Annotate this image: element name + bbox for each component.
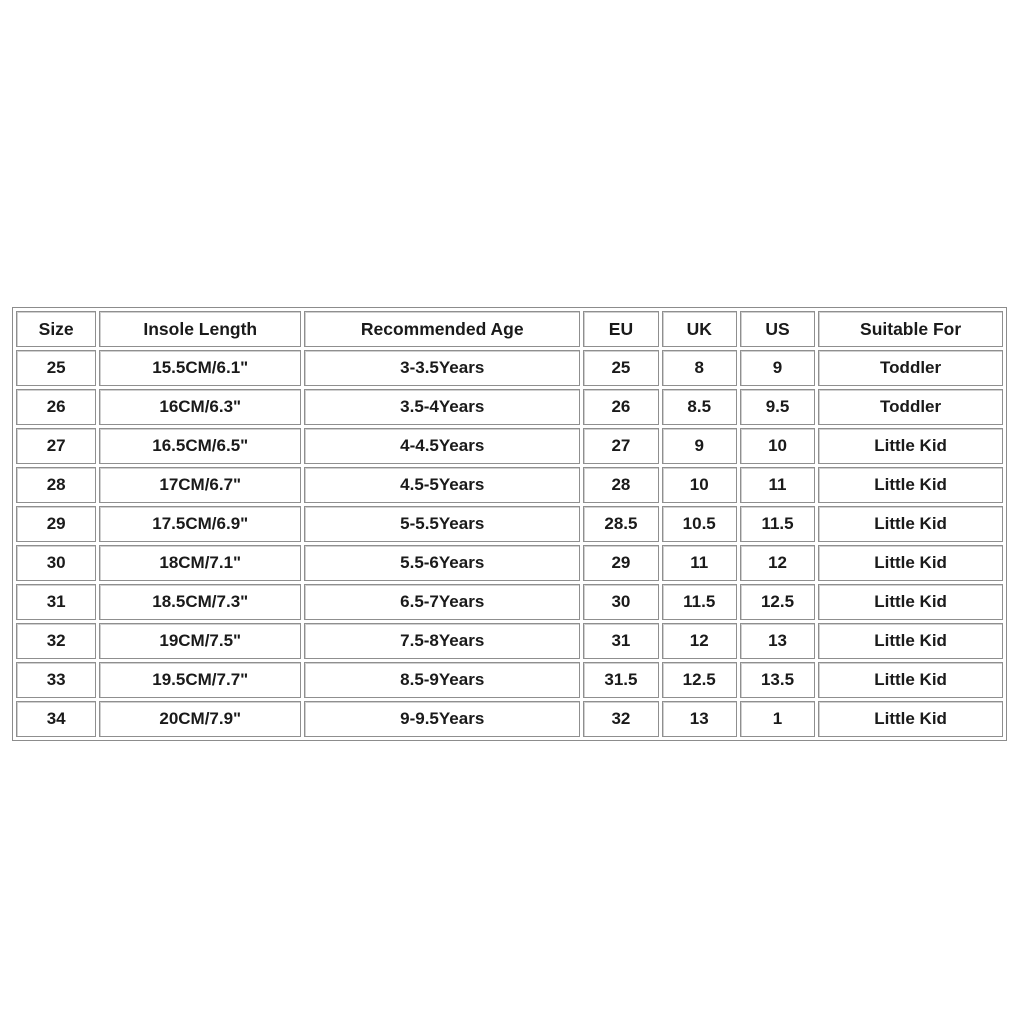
cell-uk: 12 <box>662 623 737 659</box>
cell-recommended-age: 5-5.5Years <box>304 506 580 542</box>
cell-insole-length: 17.5CM/6.9" <box>99 506 301 542</box>
cell-size: 30 <box>16 545 96 581</box>
cell-suitable-for: Little Kid <box>818 428 1003 464</box>
cell-us: 10 <box>740 428 815 464</box>
cell-us: 12 <box>740 545 815 581</box>
cell-eu: 31 <box>583 623 658 659</box>
cell-recommended-age: 4.5-5Years <box>304 467 580 503</box>
table-row <box>16 350 1003 386</box>
cell-suitable-for: Little Kid <box>818 467 1003 503</box>
cell-uk: 11 <box>662 545 737 581</box>
cell-us: 11.5 <box>740 506 815 542</box>
cell-recommended-age: 7.5-8Years <box>304 623 580 659</box>
cell-eu: 28.5 <box>583 506 658 542</box>
cell-uk: 8 <box>662 350 737 386</box>
table-row <box>16 467 1003 503</box>
cell-size: 32 <box>16 623 96 659</box>
cell-recommended-age: 3-3.5Years <box>304 350 580 386</box>
cell-size: 26 <box>16 389 96 425</box>
header-insole-length: Insole Length <box>99 311 301 347</box>
cell-uk: 10 <box>662 467 737 503</box>
cell-recommended-age: 5.5-6Years <box>304 545 580 581</box>
cell-recommended-age: 9-9.5Years <box>304 701 580 737</box>
cell-eu: 31.5 <box>583 662 658 698</box>
cell-size: 31 <box>16 584 96 620</box>
cell-us: 1 <box>740 701 815 737</box>
cell-suitable-for: Little Kid <box>818 701 1003 737</box>
table-row <box>16 662 1003 698</box>
cell-insole-length: 16CM/6.3" <box>99 389 301 425</box>
cell-eu: 27 <box>583 428 658 464</box>
cell-size: 29 <box>16 506 96 542</box>
cell-eu: 28 <box>583 467 658 503</box>
cell-us: 9 <box>740 350 815 386</box>
cell-us: 13.5 <box>740 662 815 698</box>
cell-eu: 26 <box>583 389 658 425</box>
table-row <box>16 428 1003 464</box>
header-recommended-age: Recommended Age <box>304 311 580 347</box>
cell-uk: 10.5 <box>662 506 737 542</box>
cell-eu: 32 <box>583 701 658 737</box>
cell-eu: 29 <box>583 545 658 581</box>
cell-us: 9.5 <box>740 389 815 425</box>
cell-suitable-for: Little Kid <box>818 545 1003 581</box>
cell-us: 11 <box>740 467 815 503</box>
header-eu: EU <box>583 311 658 347</box>
table-row <box>16 701 1003 737</box>
cell-uk: 8.5 <box>662 389 737 425</box>
cell-insole-length: 19CM/7.5" <box>99 623 301 659</box>
cell-suitable-for: Little Kid <box>818 584 1003 620</box>
cell-recommended-age: 3.5-4Years <box>304 389 580 425</box>
cell-insole-length: 20CM/7.9" <box>99 701 301 737</box>
size-chart-table <box>12 307 1007 741</box>
cell-suitable-for: Little Kid <box>818 662 1003 698</box>
table-row <box>16 623 1003 659</box>
cell-size: 28 <box>16 467 96 503</box>
table-body <box>16 350 1003 737</box>
cell-size: 34 <box>16 701 96 737</box>
table-row <box>16 584 1003 620</box>
header-uk: UK <box>662 311 737 347</box>
cell-eu: 30 <box>583 584 658 620</box>
cell-suitable-for: Toddler <box>818 350 1003 386</box>
cell-recommended-age: 4-4.5Years <box>304 428 580 464</box>
cell-insole-length: 19.5CM/7.7" <box>99 662 301 698</box>
cell-uk: 12.5 <box>662 662 737 698</box>
cell-eu: 25 <box>583 350 658 386</box>
cell-suitable-for: Little Kid <box>818 506 1003 542</box>
cell-insole-length: 18.5CM/7.3" <box>99 584 301 620</box>
cell-recommended-age: 6.5-7Years <box>304 584 580 620</box>
cell-size: 25 <box>16 350 96 386</box>
cell-uk: 11.5 <box>662 584 737 620</box>
cell-insole-length: 17CM/6.7" <box>99 467 301 503</box>
header-size: Size <box>16 311 96 347</box>
cell-suitable-for: Toddler <box>818 389 1003 425</box>
table-header-row <box>16 311 1003 347</box>
header-suitable-for: Suitable For <box>818 311 1003 347</box>
cell-insole-length: 16.5CM/6.5" <box>99 428 301 464</box>
cell-size: 33 <box>16 662 96 698</box>
header-us: US <box>740 311 815 347</box>
cell-insole-length: 18CM/7.1" <box>99 545 301 581</box>
cell-size: 27 <box>16 428 96 464</box>
cell-uk: 9 <box>662 428 737 464</box>
cell-suitable-for: Little Kid <box>818 623 1003 659</box>
table-row <box>16 545 1003 581</box>
cell-insole-length: 15.5CM/6.1" <box>99 350 301 386</box>
cell-us: 13 <box>740 623 815 659</box>
cell-us: 12.5 <box>740 584 815 620</box>
cell-recommended-age: 8.5-9Years <box>304 662 580 698</box>
table-row <box>16 506 1003 542</box>
table-row <box>16 389 1003 425</box>
cell-uk: 13 <box>662 701 737 737</box>
